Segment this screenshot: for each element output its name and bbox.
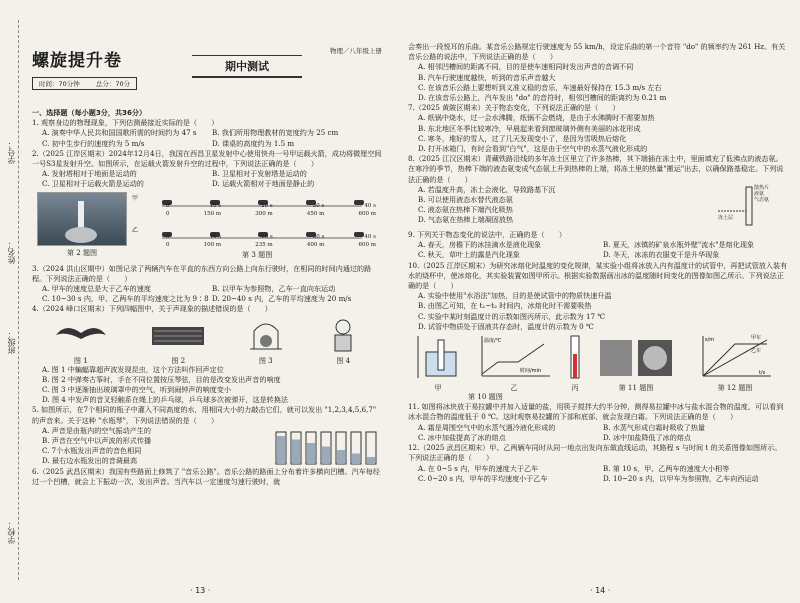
page-number-right: · 14 ·: [590, 586, 611, 595]
figure-4-1-caption: 图 1: [73, 355, 88, 365]
q2-option-c[interactable]: C. 卫星相对于运载火箭是运动的: [42, 179, 144, 189]
q5-option-d[interactable]: D. 最右边水瓶发出的音调最高: [42, 456, 138, 466]
q1-option-d[interactable]: D. 课桌的高度约为 1.5 m: [212, 138, 295, 148]
figure-3: [132, 192, 382, 262]
figure-12-caption: 第 12 题图: [717, 383, 753, 393]
right-page: [408, 42, 788, 484]
q9-option-a[interactable]: A. 春天，房檐下的冰挂滴水是液化现象: [418, 240, 542, 250]
yi-s1: 100 m: [203, 241, 222, 248]
label-fins: 散热片: [754, 184, 770, 191]
section-heading: 一、选择题（每小题3分，共36分）: [32, 108, 147, 117]
yi-t3: 30 s: [312, 233, 325, 240]
water-bath-apparatus-icon: [408, 334, 468, 380]
heat-pipe-labels: [754, 185, 769, 203]
q2-option-a[interactable]: A. 发射塔相对于地面是运动的: [42, 169, 137, 179]
q3-option-b[interactable]: B. 以甲车为参照物，乙车一直向东运动: [212, 284, 336, 294]
q9-option-c[interactable]: C. 秋天，草叶上的露是汽化现象: [418, 250, 520, 260]
figure-10-caption: 第 10 题图: [468, 392, 503, 402]
jia-s0: 0: [166, 210, 170, 217]
q11-option-d[interactable]: D. 冰中加盐降低了冰的熔点: [603, 432, 691, 442]
brand-title: 螺旋提升卷: [32, 51, 122, 71]
q10-option-d[interactable]: D. 试管中物质处于固液共存态时，温度计的示数为 0 ℃: [418, 321, 594, 331]
figure-10-yi: [474, 334, 554, 392]
thermometer-icon: [563, 334, 587, 380]
figure-4-4-caption: 图 4: [336, 355, 351, 365]
q11-option-a[interactable]: A. 霜是周围空气中的水蒸气遇冷液化形成的: [418, 422, 556, 432]
page-number-left: · 13 ·: [190, 586, 211, 595]
q1-options-row1: [32, 128, 382, 138]
q8-option-a[interactable]: A. 若温度升高，冻土会液化，导致路基下沉: [418, 184, 556, 194]
q4-option-c[interactable]: C. 图 3 中逐渐抽出玻璃罩中的空气，听到闹钟声的响度变小: [42, 385, 231, 395]
yi-s3: 400 m: [306, 241, 325, 248]
q7-option-a[interactable]: A. 纸锅中烧水，过一会水沸腾，纸锅不会燃烧，是由于水沸腾时不需要加热: [418, 113, 655, 123]
q3-option-a[interactable]: A. 甲车的速度总是大于乙车的速度: [42, 284, 151, 294]
svg-text:乙: 乙: [132, 226, 139, 234]
q1-option-c[interactable]: C. 初中生步行的速度约为 5 m/s: [42, 138, 145, 148]
yi-s2: 235 m: [255, 241, 273, 248]
guzheng-icon: [148, 317, 208, 353]
q11-option-b[interactable]: B. 水蒸气形成白霜时吸收了热量: [603, 422, 705, 432]
yi-s4: 600 m: [358, 241, 376, 248]
q5-block: [32, 426, 382, 467]
q8-option-c[interactable]: C. 液态氨在热棒下端汽化吸热: [418, 205, 513, 215]
q8-options: [408, 185, 718, 230]
graph12-legend-yi: 乙车: [751, 348, 762, 355]
page-title: 期中测试: [192, 55, 302, 78]
distance-time-graph: [695, 334, 775, 380]
jia-s4: 600 m: [358, 210, 376, 217]
q2-option-b[interactable]: B. 卫星相对于发射塔是运动的: [212, 169, 307, 179]
question-12: 12.（2025 武昌区期末）甲、乙两辆车同时从同一地点出发向东做直线运动，其路程 s 与时间 t 的关系图像如图所示。下列说法正确的是（ ）: [408, 443, 782, 463]
jia-dists: [166, 209, 376, 219]
water-fill: [277, 436, 285, 464]
q7-option-b[interactable]: B. 东北地区冬季比较寒冷，早晨起来看到窗玻璃外侧有美丽的冰花形成: [418, 123, 641, 133]
q9-options-row2: [408, 250, 788, 260]
figure-10-jia-caption: 甲: [434, 383, 442, 393]
rocket-photo: [37, 192, 127, 246]
school-label: 学校：: [7, 520, 16, 544]
q9-option-b[interactable]: B. 夏天，冰镇的矿泉水瓶外壁"流水"是熔化现象: [603, 240, 755, 250]
yi-s0: 0: [166, 241, 170, 248]
q5-option-c[interactable]: C. 7个水瓶发出声音的音色相同: [42, 446, 142, 456]
q9-options-row1: [408, 240, 788, 250]
water-fill: [337, 450, 345, 464]
q10-option-c[interactable]: C. 实验中某时刻温度计的示数如图丙所示，此示数为 17 ℃: [418, 311, 606, 321]
label-gas: 气态氨: [754, 196, 770, 203]
jia-s3: 450 m: [306, 210, 325, 217]
q3-options-row1: [32, 284, 382, 294]
jia-t4: 40 s: [364, 202, 376, 209]
water-fill: [352, 453, 360, 464]
q6-option-c[interactable]: C. 在该音乐公路上要想听到义准义稳的音乐，车速最好保持在 15.3 m/s 左右: [418, 82, 662, 92]
question-1: 1. 观察身边的物理现象，下列估测最接近实际的是（ ）: [32, 118, 219, 128]
q6-option-b[interactable]: B. 汽车行驶速度越快，听到的音乐声音越大: [418, 72, 556, 82]
question-5: 5. 如图所示，在7个相同的瓶子中灌入不同高度的水，用相同大小的力敲击它们，就可以发出 "1,2,3,4,5,6,7" 的声音来。关于这种 "水瓶琴"，下列说法错误的是（ ）: [32, 405, 377, 425]
bell-jar-icon: [246, 317, 286, 353]
graph12-legend-jia: 甲车: [751, 335, 762, 342]
figures-2-3: [32, 192, 382, 262]
question-9: 9. 下列关于物态变化的说法中，正确的是（ ）: [408, 230, 566, 240]
name-label: 姓名：: [7, 240, 16, 264]
time-score-bar: [32, 77, 137, 90]
question-6-cont: 会奏出一段悦耳的乐曲。某音乐公路规定行驶速度为 55 km/h，设定乐曲的第一个音符 "do" 的频率约为 261 Hz。有关音乐公路的说法中，下列说法正确的是（ ）: [408, 42, 786, 62]
jia-t2: 20 s: [261, 202, 273, 209]
figure-4-4: [323, 317, 363, 363]
figure-2-caption: 第 2 题图: [66, 247, 98, 257]
figures-10-12: [408, 334, 788, 392]
time-limit: 时间：70分钟: [39, 80, 80, 88]
figure-10-yi-caption: 乙: [510, 383, 518, 393]
q12-options-row1: [408, 464, 788, 474]
student-id-label: 学号：: [7, 140, 16, 164]
jia-s2: 300 m: [255, 210, 273, 217]
q7-option-d[interactable]: D. 打开冰箱门，有时会看到"白气"，这是由于空气中的水蒸气液化形成的: [418, 144, 648, 154]
question-6: 6.（2025 武昌区期末）我国有些路面上修筑了 "音乐公路"。音乐公路的路面上分布着许多横向凹槽。汽车每经过一个凹槽，就会上下振动一次，发出声音。当汽车以一定速度匀速行驶时，就: [32, 466, 380, 486]
label-liquid: 液氨: [754, 190, 765, 197]
figure-4-2-caption: 图 2: [171, 355, 186, 365]
figure-10-jia: [408, 334, 468, 392]
yi-dists: [166, 240, 376, 250]
q10-option-b[interactable]: B. 由图乙可知，在 t₁~t₂ 时间内，冰熔化时不需要吸热: [418, 301, 592, 311]
figure-4-2: [148, 317, 208, 363]
jia-t1: 10 s: [209, 202, 222, 209]
temperature-time-graph: [474, 334, 554, 380]
figure-4-3-caption: 图 3: [258, 355, 273, 365]
q11-options-row1: [408, 423, 788, 433]
water-bottles-figure: [272, 426, 382, 466]
figure-2: [32, 192, 132, 262]
figure-4-3: [246, 317, 286, 363]
water-fill: [307, 443, 315, 464]
q2-option-d[interactable]: D. 运载火箭相对于地面是静止的: [212, 179, 315, 189]
q8-option-d[interactable]: D. 气态氨在热棒上端凝固放热: [418, 215, 514, 225]
figure-10-bing-caption: 丙: [571, 383, 579, 393]
yi-t1: 10 s: [209, 233, 222, 240]
q6-option-a[interactable]: A. 相邻凹槽间的距离不同，目的是使车速相同时发出声音的音调不同: [418, 62, 634, 72]
q12-option-c[interactable]: C. 0~20 s 内，甲车的平均速度小于乙车: [418, 473, 548, 483]
figure-10-bing: [560, 334, 590, 392]
tuning-fork-icon: [323, 317, 363, 353]
figure-4-1: [51, 317, 111, 363]
q7-option-c[interactable]: C. 寒冬，堆好的雪人，过了几天发现变小了，是因为雪吸热后熔化: [418, 133, 627, 143]
yi-t2: 20 s: [261, 233, 273, 240]
label-permafrost: 冻土层: [718, 214, 734, 221]
q2-options-row2: [32, 179, 382, 189]
svg-text:甲: 甲: [132, 194, 139, 202]
q1-options-row2: [32, 139, 382, 149]
jia-t3: 30 s: [312, 202, 325, 209]
binding-gutter: [0, 0, 30, 603]
q3-options-row2: [32, 294, 382, 304]
cut-line: [18, 20, 19, 580]
q11-options-row2: [408, 433, 788, 443]
question-4: 4.（2024 峰口区期末）下列四幅图中，关于声现象的描述错误的是（ ）: [32, 304, 272, 314]
q10-option-a[interactable]: A. 实验中使用"水浴法"加热，目的是使试管中的物质快速升温: [418, 291, 612, 301]
q12-option-d[interactable]: D. 10~20 s 内，以甲车为参照物，乙车向西运动: [603, 473, 759, 483]
water-fill: [367, 457, 375, 464]
q6-option-d[interactable]: D. 在该音乐公路上，汽车发出 "do" 的音符时，相邻凹槽间的距离约为 0.21 m: [418, 93, 667, 103]
jia-s1: 150 m: [203, 210, 222, 217]
water-fill: [322, 446, 330, 464]
total-score: 总分：70分: [95, 80, 131, 88]
can-frost-photos: [596, 334, 676, 380]
figure-11: [596, 334, 676, 392]
yi-t0: 0: [166, 233, 170, 240]
subject-label: 物理／八年级上册: [330, 47, 382, 55]
heat-pipe-figure: [718, 185, 788, 230]
q3-option-d[interactable]: D. 20~40 s 内，乙车的平均速度为 20 m/s: [212, 294, 352, 304]
figure-3-caption: 第 3 题图: [242, 249, 273, 259]
graph10-xlabel: 时间/min: [520, 368, 542, 375]
q12-options-row2: [408, 474, 788, 484]
graph12-ylabel: s/m: [705, 337, 715, 344]
question-10: 10.（2025 江岸区期末）为研究冰熔化时温度的变化规律，某实验小组将冰放入内有温度计的试管中，再把试管放入装有水的烧杯中，使冰熔化，其实验装置如图甲所示。根据实验数据画出冰的温度随时间变化的图像如图乙所示。下列说法正确的是（ ）: [408, 260, 788, 291]
q12-option-a[interactable]: A. 在 0~5 s 内，甲车的速度大于乙车: [418, 463, 539, 473]
question-3: 3.（2024 洪山区期中）如图记录了两辆汽车在平直的东西方向公路上向东行驶时，在相同的时间内通过的路程。下列说法正确的是（ ）: [32, 263, 372, 283]
yi-t4: 40 s: [364, 233, 376, 240]
left-page: [32, 108, 382, 487]
q11-option-c[interactable]: C. 冰中加盐提高了冰的熔点: [418, 432, 506, 442]
q5-option-b[interactable]: B. 声音在空气中以声波的形式传播: [42, 436, 152, 446]
q1-option-a[interactable]: A. 演奏中华人民共和国国歌所需的时间约为 47 s: [42, 128, 197, 138]
q9-option-d[interactable]: D. 冬天，冰冻的衣服变干是升华现象: [603, 250, 720, 260]
q2-options-row1: [32, 169, 382, 179]
figure-11-caption: 第 11 题图: [618, 383, 654, 393]
class-label: 班级：: [7, 330, 16, 354]
question-2: 2.（2025 江岸区期末）2024年12月4日，我国在西昌卫星发射中心使用快舟一号甲运载火箭，成功将微厘空间一号S3星发射升空。如图所示，在运载火箭发射升空的过程中，下列说法正确的是（ ）: [32, 148, 382, 169]
question-11: 11. 如图将冰块放于易拉罐中并加入适量的盐，用筷子搅拌大约半分钟，测得易拉罐中冰与盐水混合物的温度，可以看到冰水混合物的温度低于 0 ℃。这时观察易拉罐的下部和底部，就会发现白霜。下列说法正确的是（ ）: [408, 402, 784, 422]
graph12-xlabel: t/s: [759, 370, 766, 377]
figure-12: [682, 334, 788, 392]
q5-options: [32, 426, 272, 467]
q5-option-a[interactable]: A. 声音是由瓶内的空气振动产生的: [42, 425, 151, 435]
q4-option-d[interactable]: D. 图 4 中发声的音叉轻触系在绳上的乒乓球，乒乓球多次被弹开，这是转换法: [42, 395, 288, 405]
q4-option-b[interactable]: B. 图 2 中弹奏古筝时，手在不同位置按压琴弦，目的是改变发出声音的响度: [42, 374, 281, 384]
q8-option-b[interactable]: B. 可以使用液态水替代液态氨: [418, 195, 513, 205]
figures-4: [32, 317, 382, 363]
water-fill: [292, 439, 300, 464]
bat-icon: [51, 317, 111, 353]
graph10-ylabel: 温度/℃: [484, 338, 502, 345]
q8-block: [408, 185, 788, 230]
question-8: 8.（2025 江汉区期末）青藏铁路沿线的多年冻土区里立了许多热棒，其下端插在冻土中，里面填充了低沸点的液态氨。在寒冷的季节，热棒下端的液态氨变成气态氨上升到热棒的上端，将冻土里的热量"搬运"出去，以确保路基稳定。下列说法正确的是（ ）: [408, 154, 784, 184]
q4-option-a[interactable]: A. 图 1 中蝙蝠靠超声波发现昆虫，这个方法叫作回声定位: [42, 364, 224, 374]
jia-t0: 0: [166, 202, 170, 209]
q1-option-b[interactable]: B. 我们所用物理教材的宽度约为 25 cm: [212, 128, 339, 138]
rocket-icon: [38, 193, 126, 245]
q12-option-b[interactable]: B. 第 10 s，甲、乙两车的速度大小相等: [603, 463, 730, 473]
question-7: 7.（2025 黄陂区期末）关于物态变化，下列说法正确的是（ ）: [408, 103, 620, 113]
q3-option-c[interactable]: C. 10~30 s 内，甲、乙两车的平均速度之比为 9∶8: [42, 294, 209, 304]
